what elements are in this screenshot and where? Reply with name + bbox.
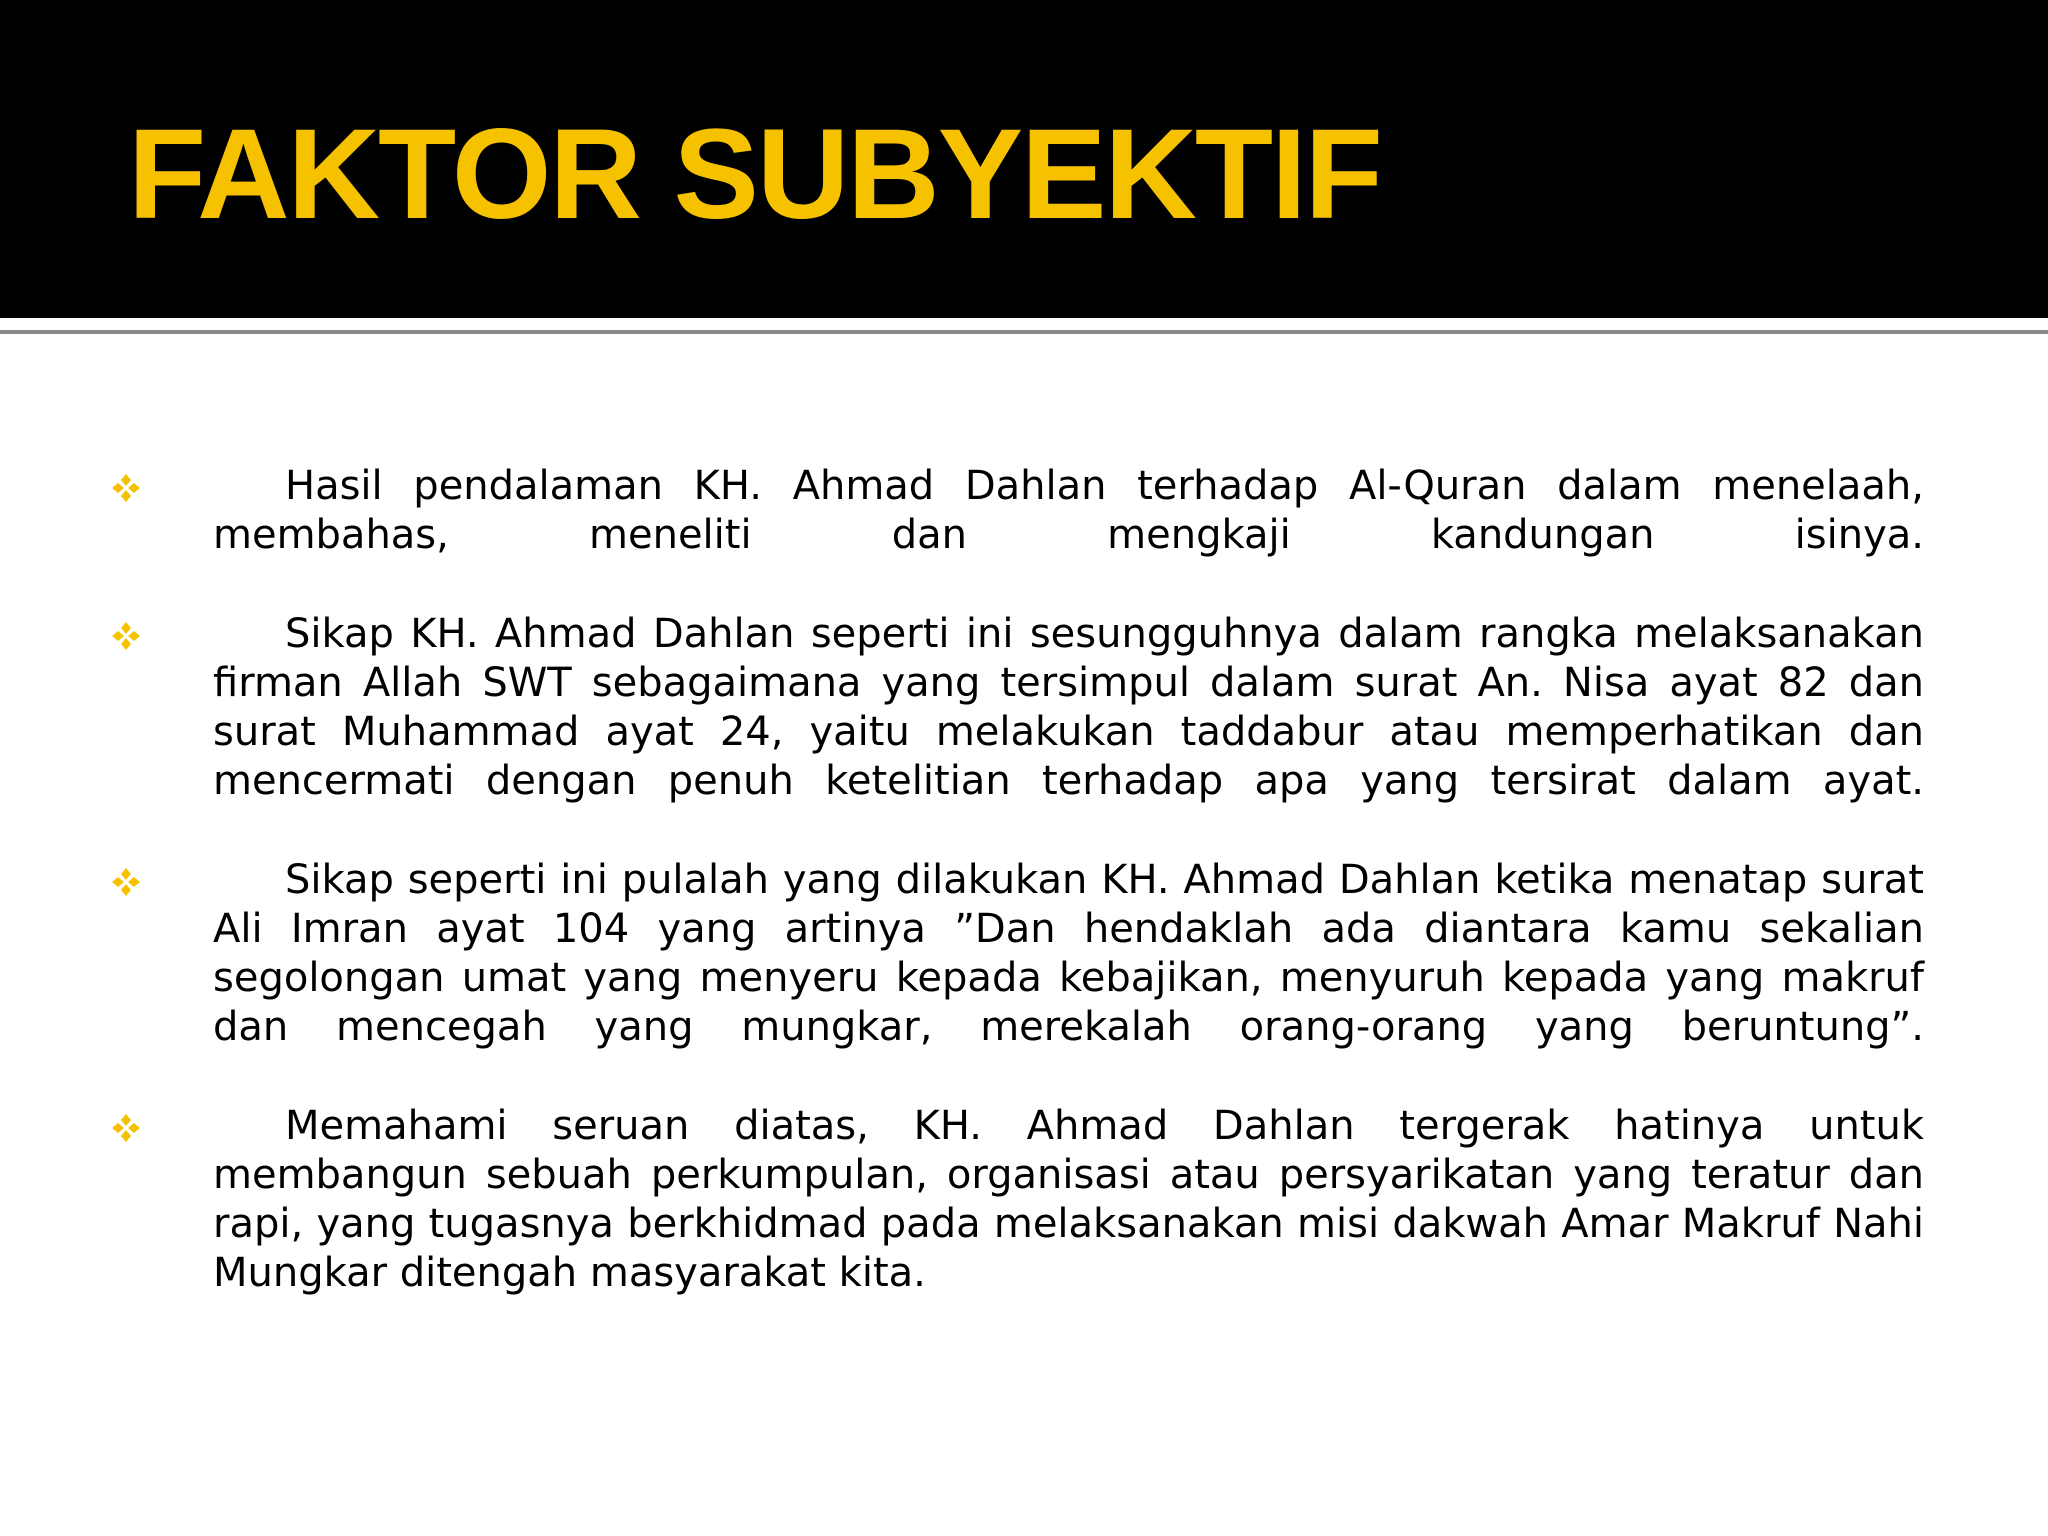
bullet-text: Hasil pendalaman KH. Ahmad Dahlan terhadap Al-Quran dalam menelaah, membahas, meneliti dan mengkaji kandungan isinya. (213, 463, 1924, 558)
four-diamond-bullet-icon (110, 462, 146, 511)
bullet-item (110, 462, 1924, 560)
bullet-text: Memahami seruan diatas, KH. Ahmad Dahlan tergerak hatinya untuk membangun sebuah perkumpulan, organisasi atau persyarikatan yang teratur dan rapi, yang tugasnya berkhidmad pada melaksanakan misi dakwah Amar Makruf Nahi Mungkar ditengah masyarakat kita. (213, 1103, 1924, 1296)
bullet-item (110, 610, 1924, 806)
four-diamond-bullet-icon (110, 610, 146, 659)
bullet-item (110, 1102, 1924, 1298)
title-bar (0, 0, 2048, 318)
four-diamond-bullet-icon (110, 1102, 146, 1151)
four-diamond-bullet-icon (110, 856, 146, 905)
bullet-text: Sikap KH. Ahmad Dahlan seperti ini sesungguhnya dalam rangka melaksanakan firman Allah SWT sebagaimana yang tersimpul dalam surat An. Nisa ayat 82 dan surat Muhammad ayat 24, yaitu melakukan taddabur atau memperhatikan dan mencermati dengan penuh ketelitian terhadap apa yang tersirat dalam ayat. (213, 611, 1924, 804)
divider-rule-thin (0, 330, 2048, 334)
bullet-list (110, 462, 1924, 1348)
bullet-item (110, 856, 1924, 1052)
divider-rule (0, 318, 2048, 330)
bullet-text: Sikap seperti ini pulalah yang dilakukan KH. Ahmad Dahlan ketika menatap surat Ali Imran ayat 104 yang artinya ”Dan hendaklah ada diantara kamu sekalian segolongan umat yang menyeru kepada kebajikan, menyuruh kepada yang makruf dan mencegah yang mungkar, merekalah orang-orang yang beruntung”. (213, 857, 1924, 1050)
slide-title: FAKTOR SUBYEKTIF (128, 103, 1381, 246)
